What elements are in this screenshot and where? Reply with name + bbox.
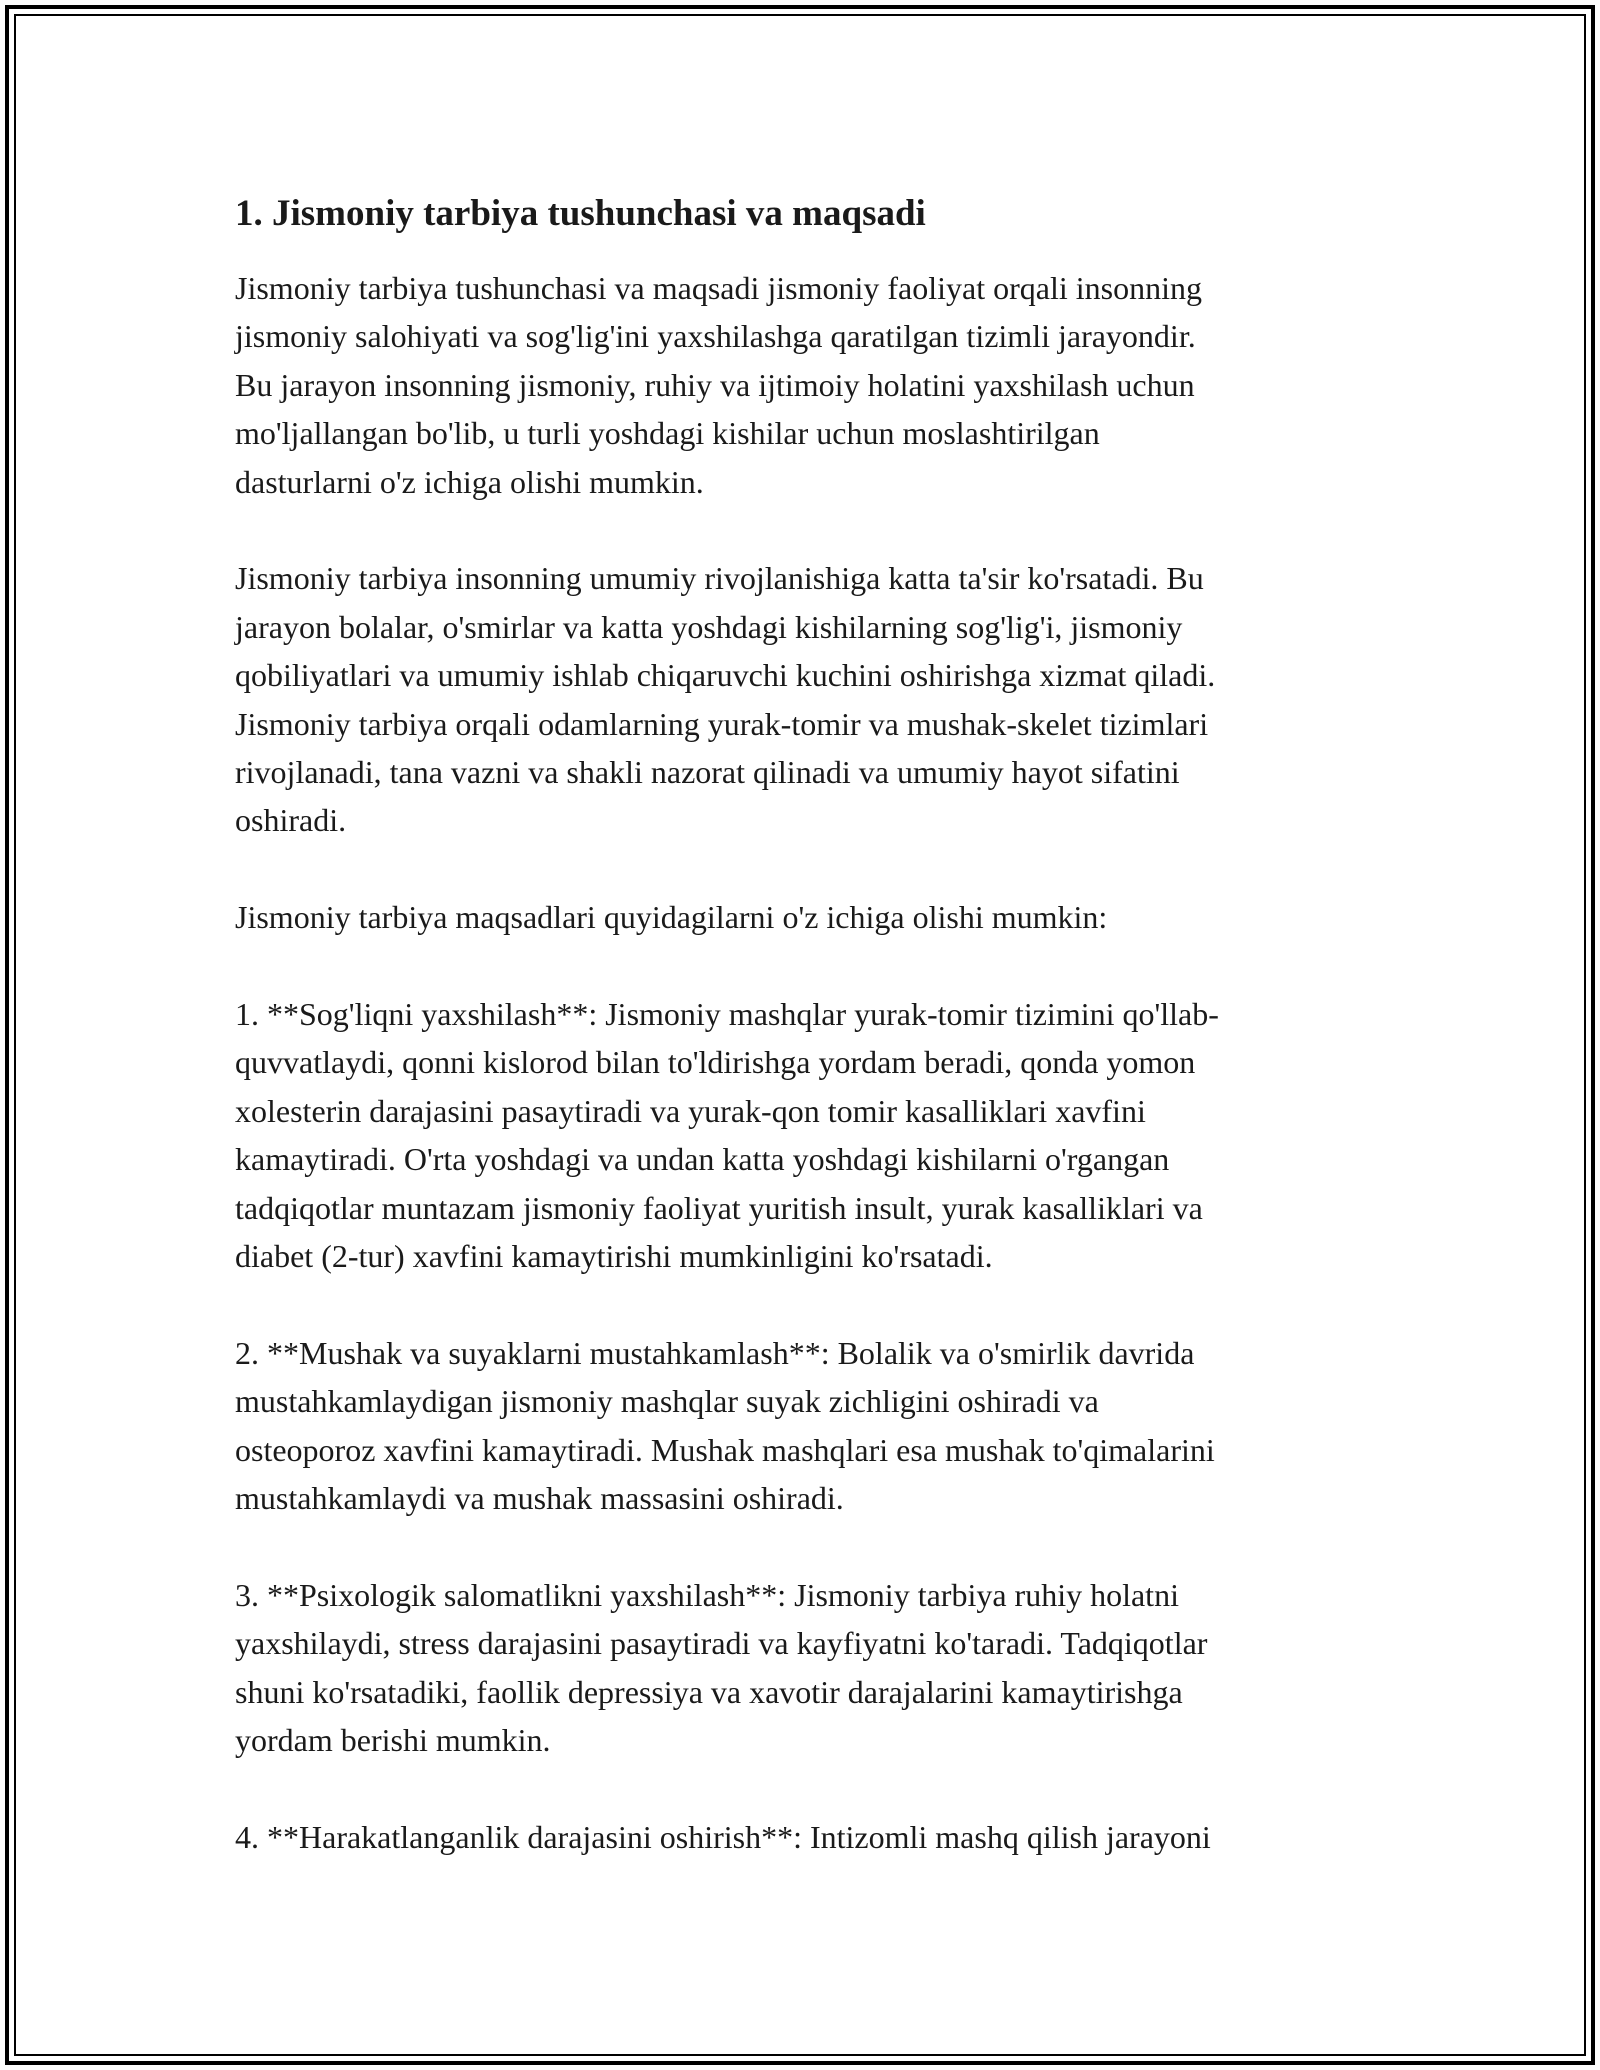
text-line: 2. **Mushak va suyaklarni mustahkamlash**: Bolalik va o'smirlik davrida — [235, 1334, 1195, 1371]
text-line: mustahkamlaydigan jismoniy mashqlar suyak zichligini oshiradi va — [235, 1383, 1099, 1420]
text-line: jismoniy salohiyati va sog'lig'ini yaxshilashga qaratilgan tizimli jarayondir. — [235, 318, 1196, 355]
text-line: Jismoniy tarbiya insonning umumiy rivojlanishiga katta ta'sir ko'rsatadi. Bu — [235, 560, 1204, 597]
text-line: diabet (2-tur) xavfini kamaytirishi mumkinligini ko'rsatadi. — [235, 1238, 993, 1275]
paragraph — [235, 893, 1385, 941]
text-line: yordam berishi mumkin. — [235, 1722, 551, 1759]
text-line: yaxshilaydi, stress darajasini pasaytiradi va kayfiyatni ko'taradi. Tadqiqotlar — [235, 1625, 1208, 1662]
text-line: tadqiqotlar muntazam jismoniy faoliyat yuritish insult, yurak kasalliklari va — [235, 1189, 1203, 1226]
text-line: mustahkamlaydi va mushak massasini oshiradi. — [235, 1480, 844, 1517]
text-line: Jismoniy tarbiya orqali odamlarning yurak-tomir va mushak-skelet tizimlari — [235, 705, 1209, 742]
text-line: 1. **Sog'liqni yaxshilash**: Jismoniy mashqlar yurak-tomir tizimini qo'llab- — [235, 996, 1219, 1033]
section-heading: 1. Jismoniy tarbiya tushunchasi va maqsadi — [235, 193, 926, 234]
text-line: Jismoniy tarbiya tushunchasi va maqsadi jismoniy faoliyat orqali insonning — [235, 270, 1202, 306]
paragraph — [235, 1571, 1385, 1765]
text-line: Bu jarayon insonning jismoniy, ruhiy va ijtimoiy holatini yaxshilash uchun — [235, 366, 1195, 403]
paragraph — [235, 1329, 1385, 1523]
text-line: shuni ko'rsatadiki, faollik depressiya va xavotir darajalarini kamaytirishga — [235, 1673, 1183, 1710]
document-body — [235, 192, 1385, 1910]
text-line: xolesterin darajasini pasaytiradi va yurak-qon tomir kasalliklari xavfini — [235, 1092, 1146, 1129]
paragraph — [235, 990, 1385, 1280]
text-line: 3. **Psixologik salomatlikni yaxshilash**: Jismoniy tarbiya ruhiy holatni — [235, 1576, 1179, 1613]
paragraph — [235, 1813, 1385, 1861]
paragraph — [235, 264, 1385, 506]
paragraph — [235, 554, 1385, 844]
text-line: jarayon bolalar, o'smirlar va katta yoshdagi kishilarning sog'lig'i, jismoniy — [235, 608, 1183, 645]
text-line: oshiradi. — [235, 802, 347, 839]
text-line: osteoporoz xavfini kamaytiradi. Mushak mashqlari esa mushak to'qimalarini — [235, 1431, 1215, 1468]
text-line: Jismoniy tarbiya maqsadlari quyidagilarni o'z ichiga olishi mumkin: — [235, 899, 1108, 936]
text-line: kamaytiradi. O'rta yoshdagi va undan katta yoshdagi kishilarni o'rgangan — [235, 1141, 1170, 1178]
text-line: quvvatlaydi, qonni kislorod bilan to'ldirishga yordam beradi, qonda yomon — [235, 1044, 1196, 1081]
text-line: dasturlarni o'z ichiga olishi mumkin. — [235, 463, 704, 500]
text-line: 4. **Harakatlanganlik darajasini oshirish**: Intizomli mashq qilish jarayoni — [235, 1818, 1211, 1855]
paragraph-list — [235, 264, 1385, 1861]
text-line: qobiliyatlari va umumiy ishlab chiqaruvchi kuchini oshirishga xizmat qiladi. — [235, 657, 1216, 694]
text-line: mo'ljallangan bo'lib, u turli yoshdagi kishilar uchun moslashtirilgan — [235, 415, 1100, 452]
text-line: rivojlanadi, tana vazni va shakli nazorat qilinadi va umumiy hayot sifatini — [235, 754, 1180, 791]
